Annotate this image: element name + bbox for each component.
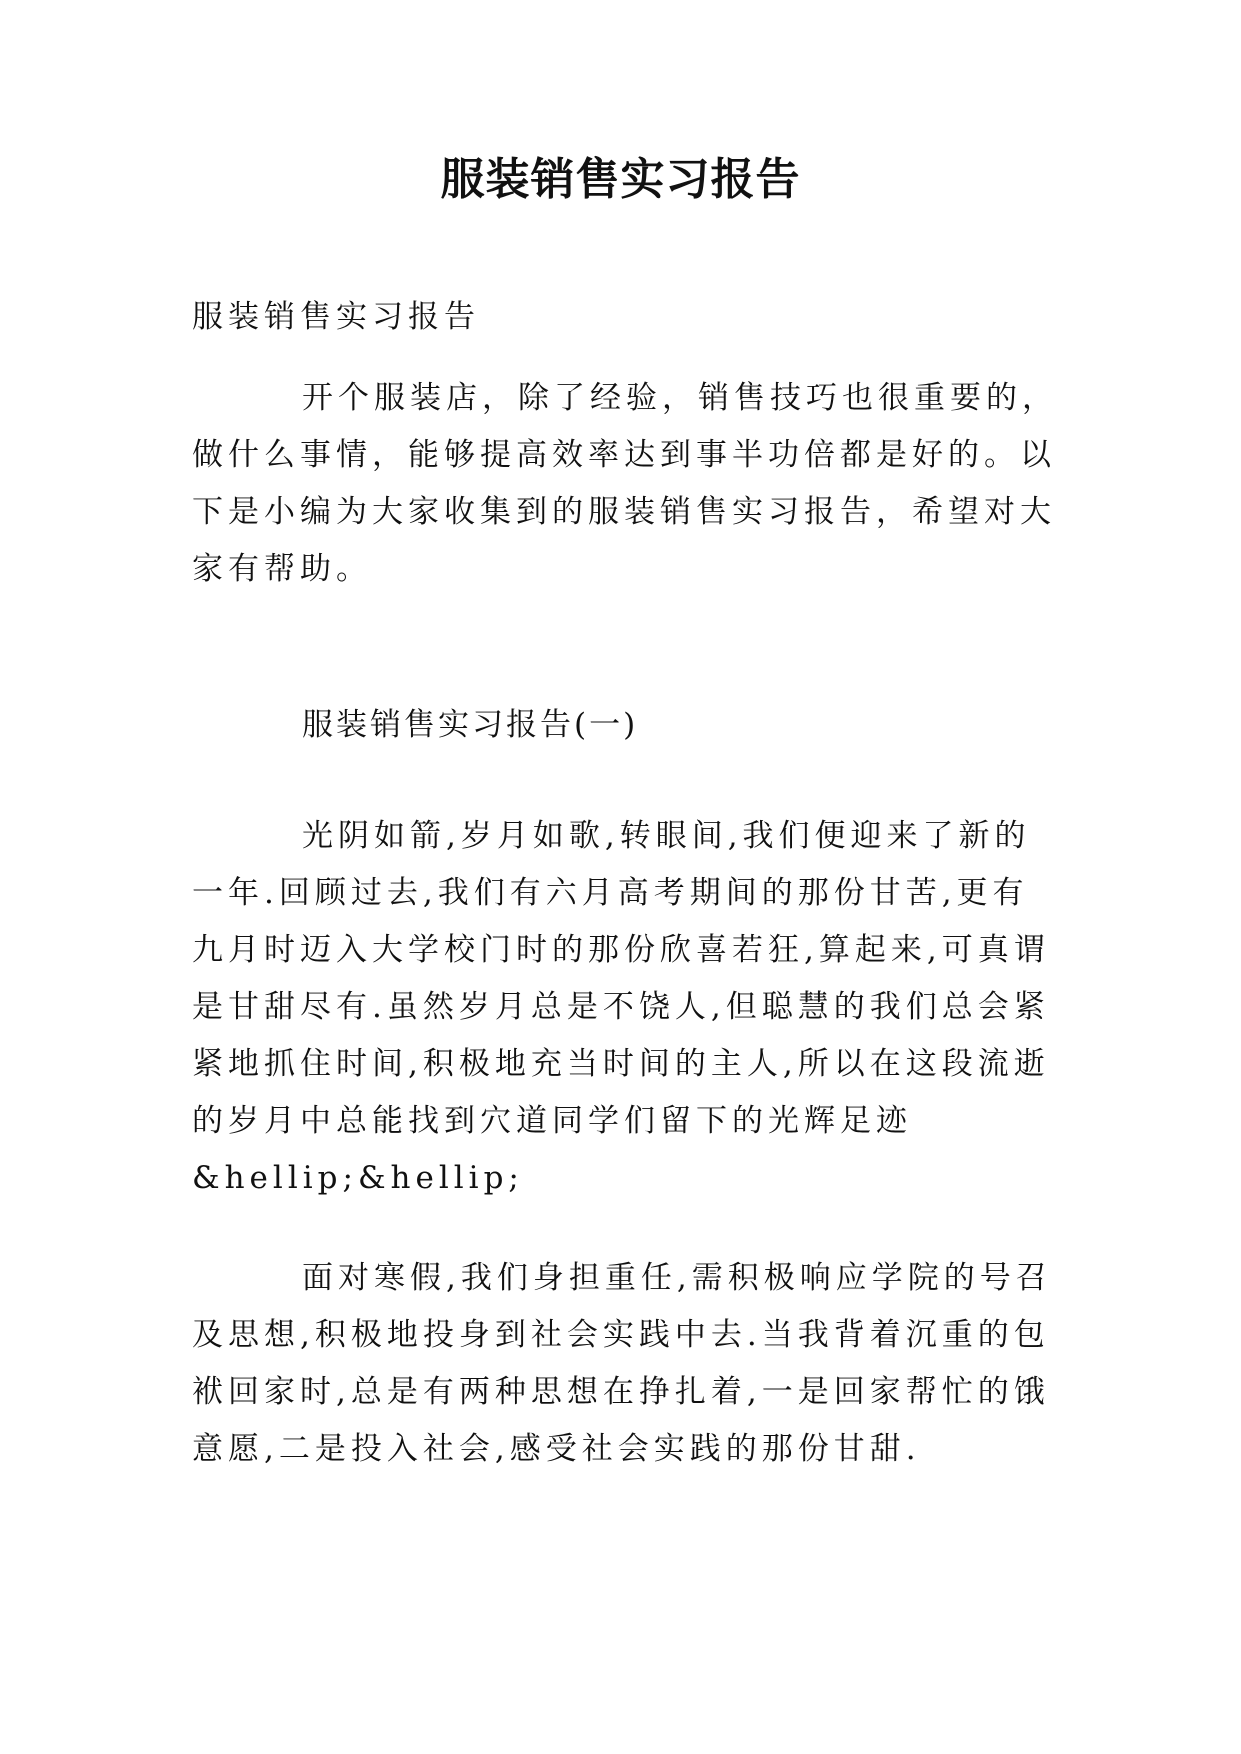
section-heading: 服装销售实习报告(一): [302, 707, 639, 743]
document-subtitle: 服装销售实习报告: [192, 299, 480, 335]
body-paragraph-1: 光阴如箭,岁月如歌,转眼间,我们便迎来了新的一年.回顾过去,我们有六月高考期间的那份甘苦,更有九月时迈入大学校门时的那份欣喜若狂,算起来,可真谓是甘甜尽有.虽然岁月总是不饶人,但聪慧的我们总会紧紧地抓住时间,积极地充当时间的主人,所以在这段流逝的岁月中总能找到穴道同学们留下的光辉足迹&hellip;&hellip;: [192, 818, 1050, 1196]
body-paragraph-2: 面对寒假,我们身担重任,需积极响应学院的号召及思想,积极地投身到社会实践中去.当我背着沉重的包袱回家时,总是有两种思想在挣扎着,一是回家帮忙的饿意愿,二是投入社会,感受社会实践的那份甘甜.: [192, 1260, 1052, 1467]
intro-paragraph: 开个服装店，除了经验，销售技巧也很重要的，做什么事情，能够提高效率达到事半功倍都是好的。以下是小编为大家收集到的服装销售实习报告，希望对大家有帮助。: [192, 380, 1058, 587]
document-title: 服装销售实习报告: [440, 154, 801, 205]
